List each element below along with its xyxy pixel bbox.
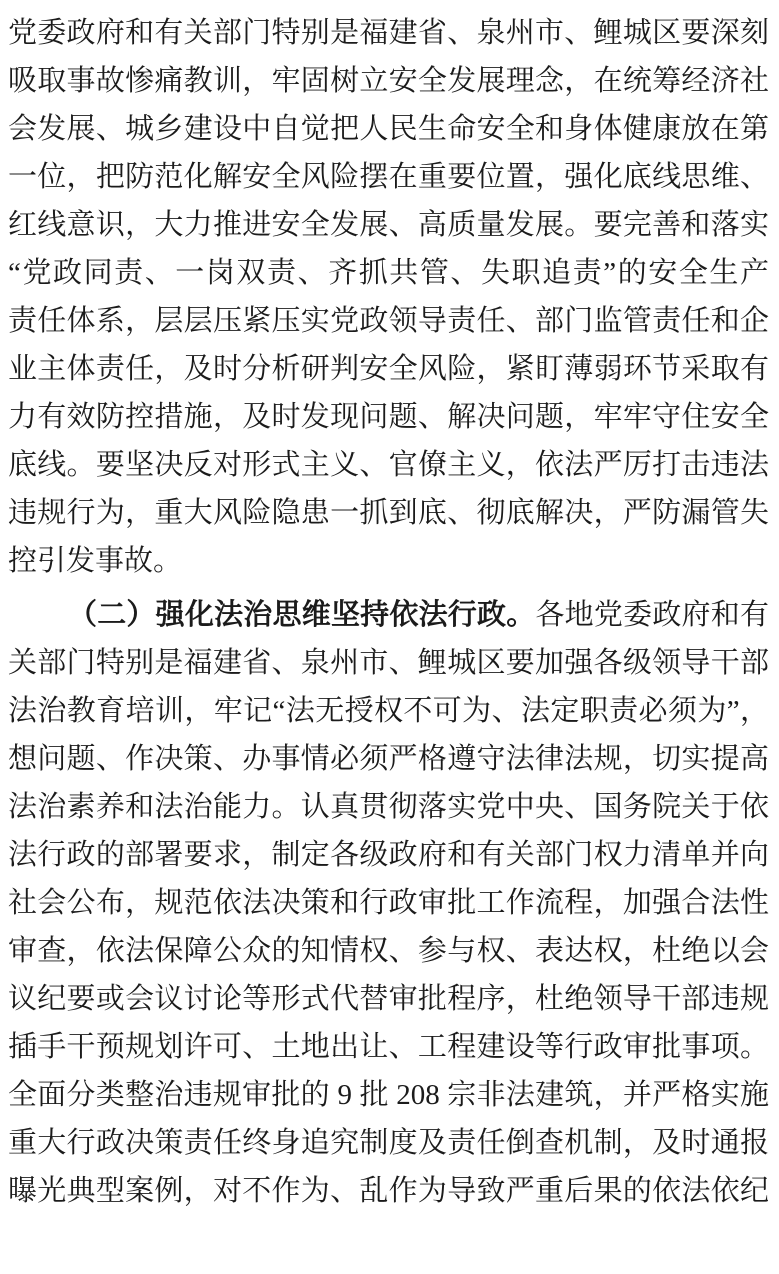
text-line: 曝光典型案例，对不作为、乱作为导致严重后果的依法依纪 [8, 1175, 769, 1207]
text-line: 力有效防控措施，及时发现问题、解决问题，牢牢守住安全 [8, 401, 769, 433]
text-line: 法行政的部署要求，制定各级政府和有关部门权力清单并向 [8, 839, 769, 871]
section-heading: （二）强化法治思维坚持依法行政。 [68, 599, 536, 631]
text-line: 违规行为，重大风险隐患一抓到底、彻底解决，严防漏管失 [8, 497, 769, 529]
text-line: 业主体责任，及时分析研判安全风险，紧盯薄弱环节采取有 [8, 353, 769, 385]
paragraph-continuation [8, 9, 769, 585]
text-line: 责任体系，层层压紧压实党政领导责任、部门监管责任和企 [8, 305, 769, 337]
text-line: 吸取事故惨痛教训，牢固树立安全发展理念，在统筹经济社 [8, 65, 769, 97]
text-line: 一位，把防范化解安全风险摆在重要位置，强化底线思维、 [8, 161, 769, 193]
text-line: 控引发事故。 [8, 545, 183, 577]
text-line: 想问题、作决策、办事情必须严格遵守法律法规，切实提高 [8, 743, 769, 775]
text-line: “党政同责、一岗双责、齐抓共管、失职追责”的安全生产 [8, 257, 769, 289]
paragraph-section-2 [8, 591, 769, 1215]
text-line: 党委政府和有关部门特别是福建省、泉州市、鲤城区要深刻 [8, 17, 769, 49]
section-body-start: 各地党委政府和有 [535, 599, 769, 631]
text-line: 审查，依法保障公众的知情权、参与权、表达权，杜绝以会 [8, 935, 769, 967]
text-line: 法治教育培训，牢记“法无授权不可为、法定职责必须为”， [8, 695, 769, 727]
text-line: 全面分类整治违规审批的 9 批 208 宗非法建筑，并严格实施 [8, 1079, 769, 1111]
text-line: 社会公布，规范依法决策和行政审批工作流程，加强合法性 [8, 887, 769, 919]
text-line: 关部门特别是福建省、泉州市、鲤城区要加强各级领导干部 [8, 647, 769, 679]
text-line: 重大行政决策责任终身追究制度及责任倒查机制，及时通报 [8, 1127, 769, 1159]
text-line: 法治素养和法治能力。认真贯彻落实党中央、国务院关于依 [8, 791, 769, 823]
text-line [8, 591, 769, 639]
text-line: 红线意识，大力推进安全发展、高质量发展。要完善和落实 [8, 209, 769, 241]
text-line: 底线。要坚决反对形式主义、官僚主义，依法严厉打击违法 [8, 449, 769, 481]
text-line: 议纪要或会议讨论等形式代替审批程序，杜绝领导干部违规 [8, 983, 769, 1015]
text-line: 插手干预规划许可、土地出让、工程建设等行政审批事项。 [8, 1031, 769, 1063]
text-line: 会发展、城乡建设中自觉把人民生命安全和身体健康放在第 [8, 113, 769, 145]
